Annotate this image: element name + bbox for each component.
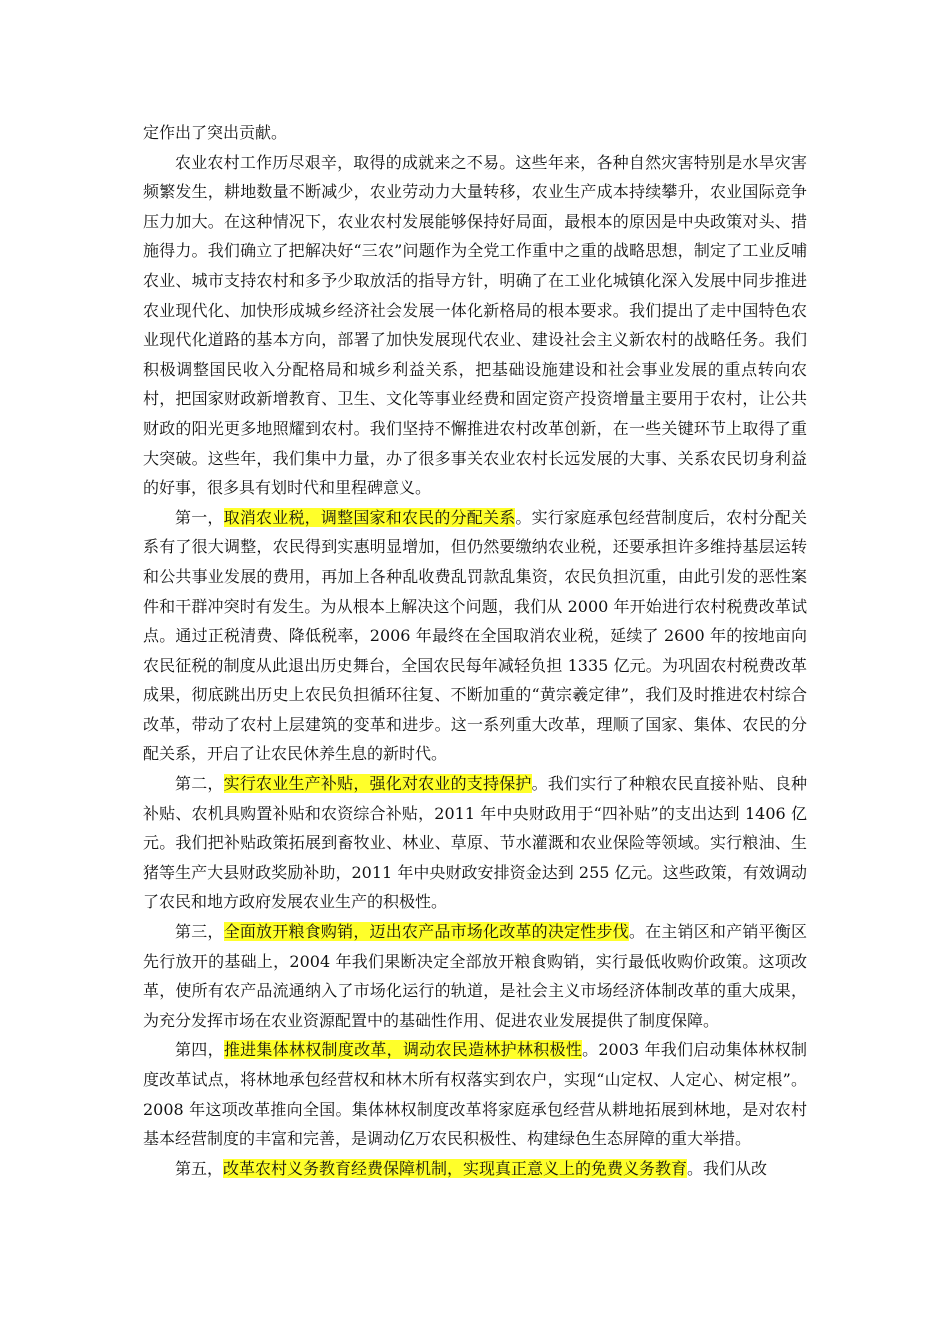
paragraph-prefix: 第二，	[175, 774, 224, 794]
paragraph-prefix: 第四，	[175, 1040, 224, 1060]
highlighted-heading: 全面放开粮食购销，迈出农产品市场化改革的决定性步伐	[223, 922, 629, 942]
paragraph-text: 农业农村工作历尽艰辛，取得的成就来之不易。这些年来，各种自然灾害特别是水旱灾害频繁发生，耕地数量不断减少，农业劳动力大量转移，农业生产成本持续攀升，农业国际竞争压力加大。在这种情况下，农业农村发展能够保持好局面，最根本的原因是中央政策对头、措施得力。我们确立了把解决好“三农”问题作为全党工作重中之重的战略思想，制定了工业反哺农业、城市支持农村和多予少取放活的指导方针，明确了在工业化城镇化深入发展中同步推进农业现代化、加快形成城乡经济社会发展一体化新格局的根本要求。我们提出了走中国特色农业现代化道路的基本方向，部署了加快发展现代农业、建设社会主义新农村的战略任务。我们积极调整国民收入分配格局和城乡利益关系，把基础设施建设和社会事业发展的重点转向农村，把国家财政新增教育、卫生、文化等事业经费和固定资产投资增量主要用于农村，让公共财政的阳光更多地照耀到农村。我们坚持不懈推进农村改革创新，在一些关键环节上取得了重大突破。这些年，我们集中力量，办了很多事关农业农村长远发展的大事、关系农民切身利益的好事，很多具有划时代和里程碑意义。	[143, 152, 807, 498]
paragraph-text: 定作出了突出贡献。	[143, 123, 288, 142]
highlighted-heading: 改革农村义务教育经费保障机制，实现真正意义上的免费义务教育	[223, 1158, 688, 1178]
highlighted-heading: 实行农业生产补贴，强化对农业的支持保护	[223, 774, 532, 794]
paragraph-6	[143, 1154, 807, 1184]
paragraph-text: 。我们从改	[687, 1158, 768, 1178]
paragraph-4	[143, 917, 807, 1035]
highlighted-heading: 取消农业税，调整国家和农民的分配关系	[223, 507, 516, 527]
paragraph-text: 。实行家庭承包经营制度后，农村分配关系有了很大调整，农民得到实惠明显增加，但仍然要缴纳农业税，还要承担许多维持基层运转和公共事业发展的费用，再加上各种乱收费乱罚款乱集资，农民负担沉重，由此引发的恶性案件和干群冲突时有发生。为从根本上解决这个问题，我们从 2000 年开始进行农村税费改革试点。通过正税清费、降低税率，2006 年最终在全国取消农业税，延续了 2600 年的按地亩向农民征税的制度从此退出历史舞台，全国农民每年减轻负担 1335 亿元。为巩固农村税费改革成果，彻底跳出历史上农民负担循环往复、不断加重的“黄宗羲定律”，我们及时推进农村综合改革，带动了农村上层建筑的变革和进步。这一系列重大改革，理顺了国家、集体、农民的分配关系，开启了让农民休养生息的新时代。	[143, 507, 807, 764]
document-page	[143, 118, 807, 1183]
paragraph-1	[143, 148, 807, 503]
paragraph-prefix: 第一，	[175, 507, 224, 527]
highlighted-heading: 推进集体林权制度改革，调动农民造林护林积极性	[223, 1040, 583, 1060]
paragraph-text: 。2003 年我们启动集体林权制度改革试点，将林地承包经营权和林木所有权落实到农户，实现“山定权、人定心、树定根”。2008 年这项改革推向全国。集体林权制度改革将家庭承包经营从耕地拓展到林地，是对农村基本经营制度的丰富和完善，是调动亿万农民积极性、构建绿色生态屏障的重大举措。	[143, 1040, 807, 1149]
paragraph-0	[143, 118, 807, 148]
paragraph-3	[143, 769, 807, 917]
paragraph-prefix: 第三，	[175, 922, 224, 942]
paragraph-text: 。在主销区和产销平衡区先行放开的基础上，2004 年我们果断决定全部放开粮食购销，实行最低收购价政策。这项改革，使所有农产品流通纳入了市场化运行的轨道，是社会主义市场经济体制改革的重大成果，为充分发挥市场在农业资源配置中的基础性作用、促进农业发展提供了制度保障。	[143, 922, 807, 1030]
paragraph-text: 。我们实行了种粮农民直接补贴、良种补贴、农机具购置补贴和农资综合补贴，2011 年中央财政用于“四补贴”的支出达到 1406 亿元。我们把补贴政策拓展到畜牧业、林业、草原、节水灌溉和农业保险等领域。实行粮油、生猪等生产大县财政奖励补助，2011 年中央财政安排资金达到 255 亿元。这些政策，有效调动了农民和地方政府发展农业生产的积极性。	[143, 774, 807, 912]
paragraph-2	[143, 503, 807, 769]
paragraph-5	[143, 1035, 807, 1153]
paragraph-prefix: 第五，	[175, 1158, 224, 1178]
